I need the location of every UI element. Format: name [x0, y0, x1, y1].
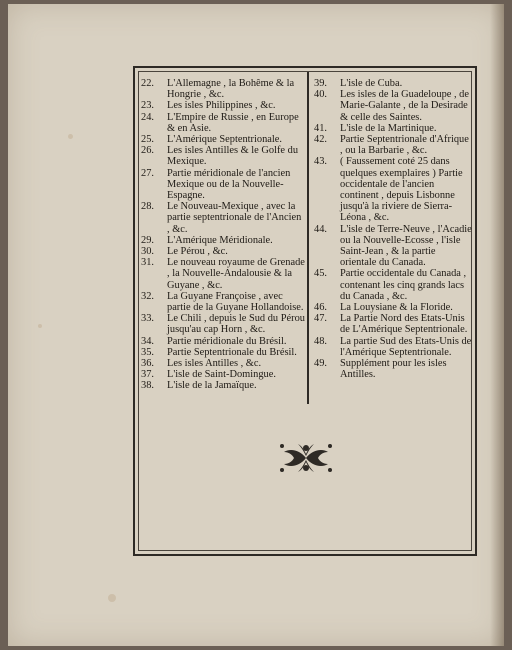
- contents-entry: [141, 336, 306, 347]
- contents-entry: [141, 78, 306, 100]
- foxing-spot: [68, 134, 73, 139]
- left-column: [141, 78, 306, 392]
- page-spine-shadow: [490, 4, 504, 646]
- entry-number: 36.: [141, 358, 154, 370]
- entry-text: L'isle de Cuba.: [340, 78, 403, 89]
- entry-text: La Louysiane & la Floride.: [340, 302, 453, 314]
- book-page: [8, 4, 504, 646]
- entry-text: L'Amérique Méridionale.: [167, 234, 273, 246]
- entry-text: Partie Septentrionale du Brésil.: [167, 346, 297, 358]
- entry-number: 46.: [314, 302, 327, 314]
- contents-entry: [141, 134, 306, 145]
- entry-text: Partie méridionale du Brésil.: [167, 335, 287, 347]
- entry-text: ( Faussement coté 25 dans quelques exemplaires ) Partie occidentale de l'ancien continent , depuis Lisbonne jusqu'à la riviere de Sierra-Léona , &c.: [340, 156, 463, 224]
- contents-entry: [141, 380, 306, 391]
- entry-text: L'isle de Terre-Neuve , l'Acadie ou la Nouvelle-Ecosse , l'isle Saint-Jean , & la partie orientale du Canada.: [340, 223, 472, 269]
- entry-text: Les isles Antilles & le Golfe du Mexique.: [167, 145, 299, 168]
- entry-text: Partie méridionale de l'ancien Mexique ou de la Nouvelle-Espagne.: [167, 167, 291, 202]
- entry-text: L'Amérique Septentrionale.: [167, 134, 282, 146]
- contents-entry: [141, 168, 306, 202]
- column-divider: [307, 72, 309, 404]
- entry-text: Le Nouveau-Mexique , avec la partie septentrionale de l'Ancien , &c.: [167, 201, 302, 235]
- entry-number: 32.: [141, 290, 154, 302]
- entry-text: Partie Septentrionale d'Afrique , ou la Barbarie , &c.: [340, 134, 469, 157]
- entry-number: 26.: [141, 145, 154, 157]
- entry-number: 28.: [141, 201, 154, 213]
- fleuron-ornament-icon: [278, 440, 334, 476]
- entry-text: Les isles Antilles , &c.: [167, 358, 262, 370]
- right-column: [314, 78, 474, 380]
- entry-number: 35.: [141, 346, 154, 358]
- entry-number: 48.: [314, 335, 327, 347]
- entry-text: Les isles Philippines , &c.: [167, 100, 276, 112]
- foxing-spot: [38, 324, 42, 328]
- contents-entry: [314, 156, 474, 223]
- entry-number: 42.: [314, 134, 327, 146]
- entry-number: 44.: [314, 223, 327, 235]
- entry-text: L'Empire de Russie , en Europe & en Asie.: [167, 111, 299, 134]
- entry-text: Les isles de la Guadeloupe , de Marie-Galante , de la Desirade & celle des Saintes.: [340, 89, 469, 123]
- entry-number: 37.: [141, 369, 154, 381]
- contents-entry: [314, 224, 474, 269]
- entry-number: 30.: [141, 246, 154, 258]
- entry-text: Le nouveau royaume de Grenade , la Nouvelle-Andalousie & la Guyane , &c.: [167, 257, 305, 291]
- entry-number: 38.: [141, 380, 154, 392]
- entry-number: 49.: [314, 358, 327, 370]
- entry-number: 39.: [314, 78, 327, 89]
- entry-text: La Partie Nord des Etats-Unis de L'Amérique Septentrionale.: [340, 313, 468, 336]
- entry-text: L'isle de la Martinique.: [340, 122, 437, 134]
- contents-entry: [141, 358, 306, 369]
- entry-number: 25.: [141, 134, 154, 146]
- entry-number: 43.: [314, 156, 327, 168]
- entry-text: L'isle de Saint-Domingue.: [167, 369, 276, 381]
- entry-number: 24.: [141, 111, 154, 123]
- contents-entry: [141, 257, 306, 291]
- entry-number: 29.: [141, 234, 154, 246]
- contents-entry: [141, 201, 306, 235]
- contents-entry: [141, 100, 306, 111]
- entry-text: L'isle de la Jamaïque.: [167, 380, 257, 392]
- contents-entry: [141, 246, 306, 257]
- contents-entry: [314, 78, 474, 89]
- contents-entry: [141, 291, 306, 313]
- contents-entry: [141, 313, 306, 335]
- contents-entry: [314, 134, 474, 156]
- entry-number: 31.: [141, 257, 154, 269]
- entry-number: 27.: [141, 167, 154, 179]
- entry-number: 23.: [141, 100, 154, 112]
- entry-number: 45.: [314, 268, 327, 280]
- contents-entry: [314, 358, 474, 380]
- entry-number: 47.: [314, 313, 327, 325]
- entry-number: 41.: [314, 122, 327, 134]
- contents-frame: [133, 66, 477, 556]
- entry-text: Supplément pour les isles Antilles.: [340, 358, 447, 381]
- entry-text: Le Chili , depuis le Sud du Pérou jusqu'au cap Horn , &c.: [167, 313, 305, 336]
- entry-text: La partie Sud des Etats-Unis de l'Amérique Septentrionale.: [340, 335, 472, 358]
- contents-entry: [314, 302, 474, 313]
- contents-entry: [141, 235, 306, 246]
- contents-entry: [314, 89, 474, 123]
- contents-entry: [141, 112, 306, 134]
- entry-text: L'Allemagne , la Bohême & la Hongrie , &c.: [167, 78, 295, 101]
- contents-entry: [314, 336, 474, 358]
- contents-entry: [314, 268, 474, 302]
- entry-number: 34.: [141, 335, 154, 347]
- foxing-spot: [108, 594, 116, 602]
- entry-number: 22.: [141, 78, 154, 89]
- entry-number: 33.: [141, 313, 154, 325]
- contents-entry: [141, 347, 306, 358]
- contents-entry: [314, 313, 474, 335]
- contents-entry: [141, 145, 306, 167]
- entry-text: Le Pérou , &c.: [167, 246, 228, 258]
- entry-text: Partie occidentale du Canada , contenant les cinq grands lacs du Canada , &c.: [340, 268, 467, 302]
- entry-text: La Guyane Françoise , avec partie de la Guyane Hollandoise.: [167, 290, 304, 314]
- contents-entry: [314, 123, 474, 134]
- entry-number: 40.: [314, 89, 327, 101]
- contents-entry: [141, 369, 306, 380]
